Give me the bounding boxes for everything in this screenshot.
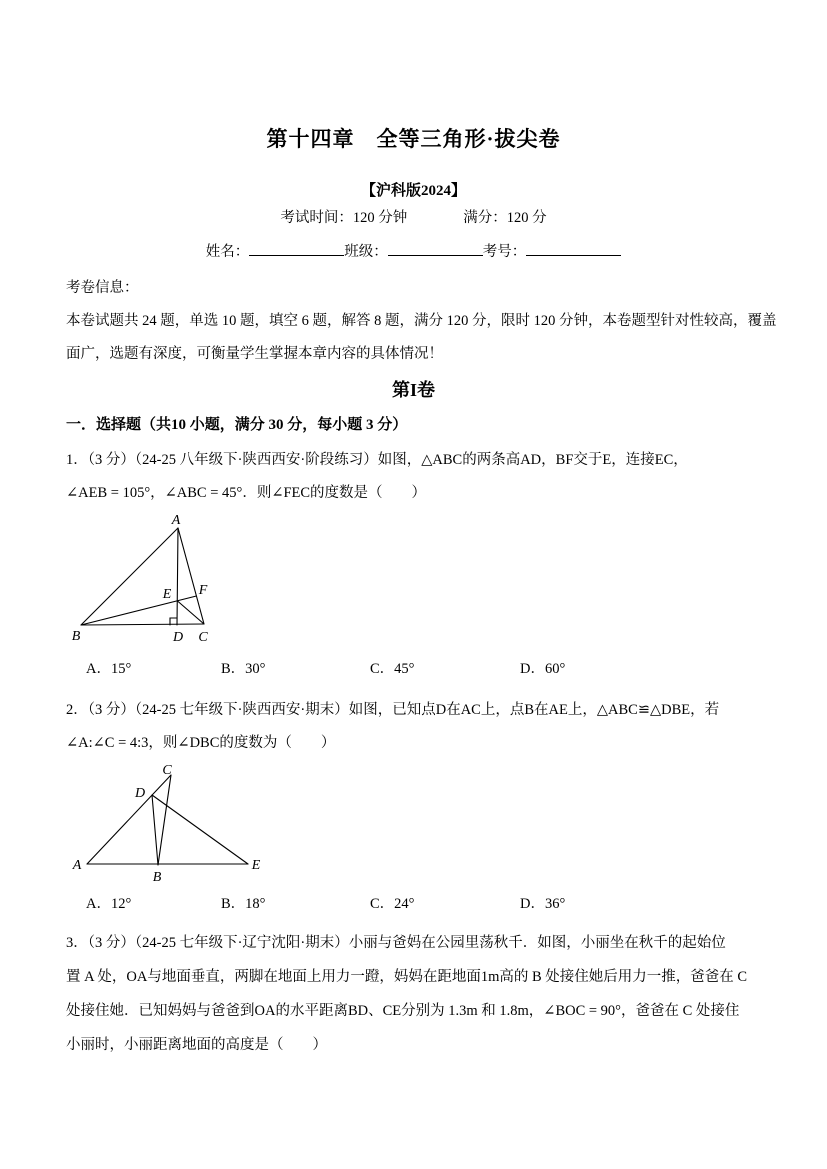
fig1-label-F: F [198,583,208,598]
figure-q1-triangle [60,512,220,647]
exam-info-heading: 考卷信息： [66,280,139,296]
name-label: 姓名： [205,244,250,260]
option-b: B．18° [221,896,266,912]
part-1-heading: 第I卷 [391,380,435,400]
section-heading: 一．选择题（共10 小题，满分 30 分，每小题 3 分） [66,417,408,433]
fig2-label-B: B [152,870,162,885]
question-block-2 [66,694,761,913]
class-label: 班级： [344,244,388,260]
question-line: ∠AEB = 105°，∠ABC = 45°．则∠FEC的度数是（ ） [66,485,427,501]
question-block-3 [66,926,761,1062]
option-b: B．30° [221,661,266,677]
question-line: 2．（3 分）（24-25 七年级下·陕西西安·期末）如图，已知点D在AC上，点B在AE上，△ABC≌△DBE，若 [66,702,720,718]
question-3-text [66,926,761,1062]
fig1-label-B: B [71,629,81,644]
option-a: A．12° [86,896,132,912]
fig2-label-D: D [134,786,146,801]
option-c: C．24° [370,896,415,912]
exam-info-paragraph [66,305,777,371]
fig2-label-E: E [251,858,261,873]
fig1-label-A: A [171,513,181,528]
name-blank [249,241,344,256]
option-d: D．60° [520,661,566,677]
fig2-label-A: A [72,858,82,873]
question-1-options [66,660,761,678]
page-title: 第十四章 全等三角形·拔尖卷 [266,127,561,151]
exam-info-line: 面广，选题有深度，可衡量学生掌握本章内容的具体情况！ [66,346,443,362]
question-line: ∠A:∠C = 4:3，则∠DBC的度数为（ ） [66,735,336,751]
question-2-options [66,895,761,913]
fig1-label-D: D [172,630,184,645]
exam-no-label: 考号： [482,244,527,260]
question-line: 3．（3 分）（24-25 七年级下·辽宁沈阳·期末）小丽与爸妈在公园里荡秋千．如图，小丽坐在秋千的起始位 [66,935,726,951]
question-line: 小丽时，小丽距离地面的高度是（ ） [66,1037,327,1053]
question-line: 处接住她．已知妈妈与爸爸到OA的水平距离BD、CE分别为 1.3m 和 1.8m，∠BOC = 90°，爸爸在 C 处接住 [66,1003,740,1019]
exam-no-blank [526,241,621,256]
option-c: C．45° [370,661,415,677]
fig1-label-E: E [162,587,172,602]
exam-time-label: 考试时间：120 分钟 [280,210,408,226]
class-blank [388,241,483,256]
fig1-label-C: C [198,630,208,645]
question-line: 置 A 处，OA与地面垂直，两脚在地面上用力一蹬，妈妈在距地面1m高的 B 处接住她后用力一推，爸爸在 C [66,969,748,985]
option-a: A．15° [86,661,132,677]
question-line: 1．（3 分）（24-25 八年级下·陕西西安·阶段练习）如图，△ABC的两条高AD，BF交于E，连接EC， [66,452,688,468]
question-2-text [66,694,761,760]
student-info-row [66,241,761,261]
exam-meta-row [66,209,761,227]
full-score-label: 满分：120 分 [463,210,547,226]
question-1-text [66,444,761,510]
question-block-1 [66,444,761,678]
exam-info-line: 本卷试题共 24 题，单选 10 题，填空 6 题，解答 8 题，满分 120 分，限时 120 分钟，本卷题型针对性较高，覆盖 [66,313,777,329]
figure-q2-triangle [70,764,270,889]
edition-label: 【沪科版2024】 [360,183,466,199]
option-d: D．36° [520,896,566,912]
fig2-label-C: C [162,764,172,778]
